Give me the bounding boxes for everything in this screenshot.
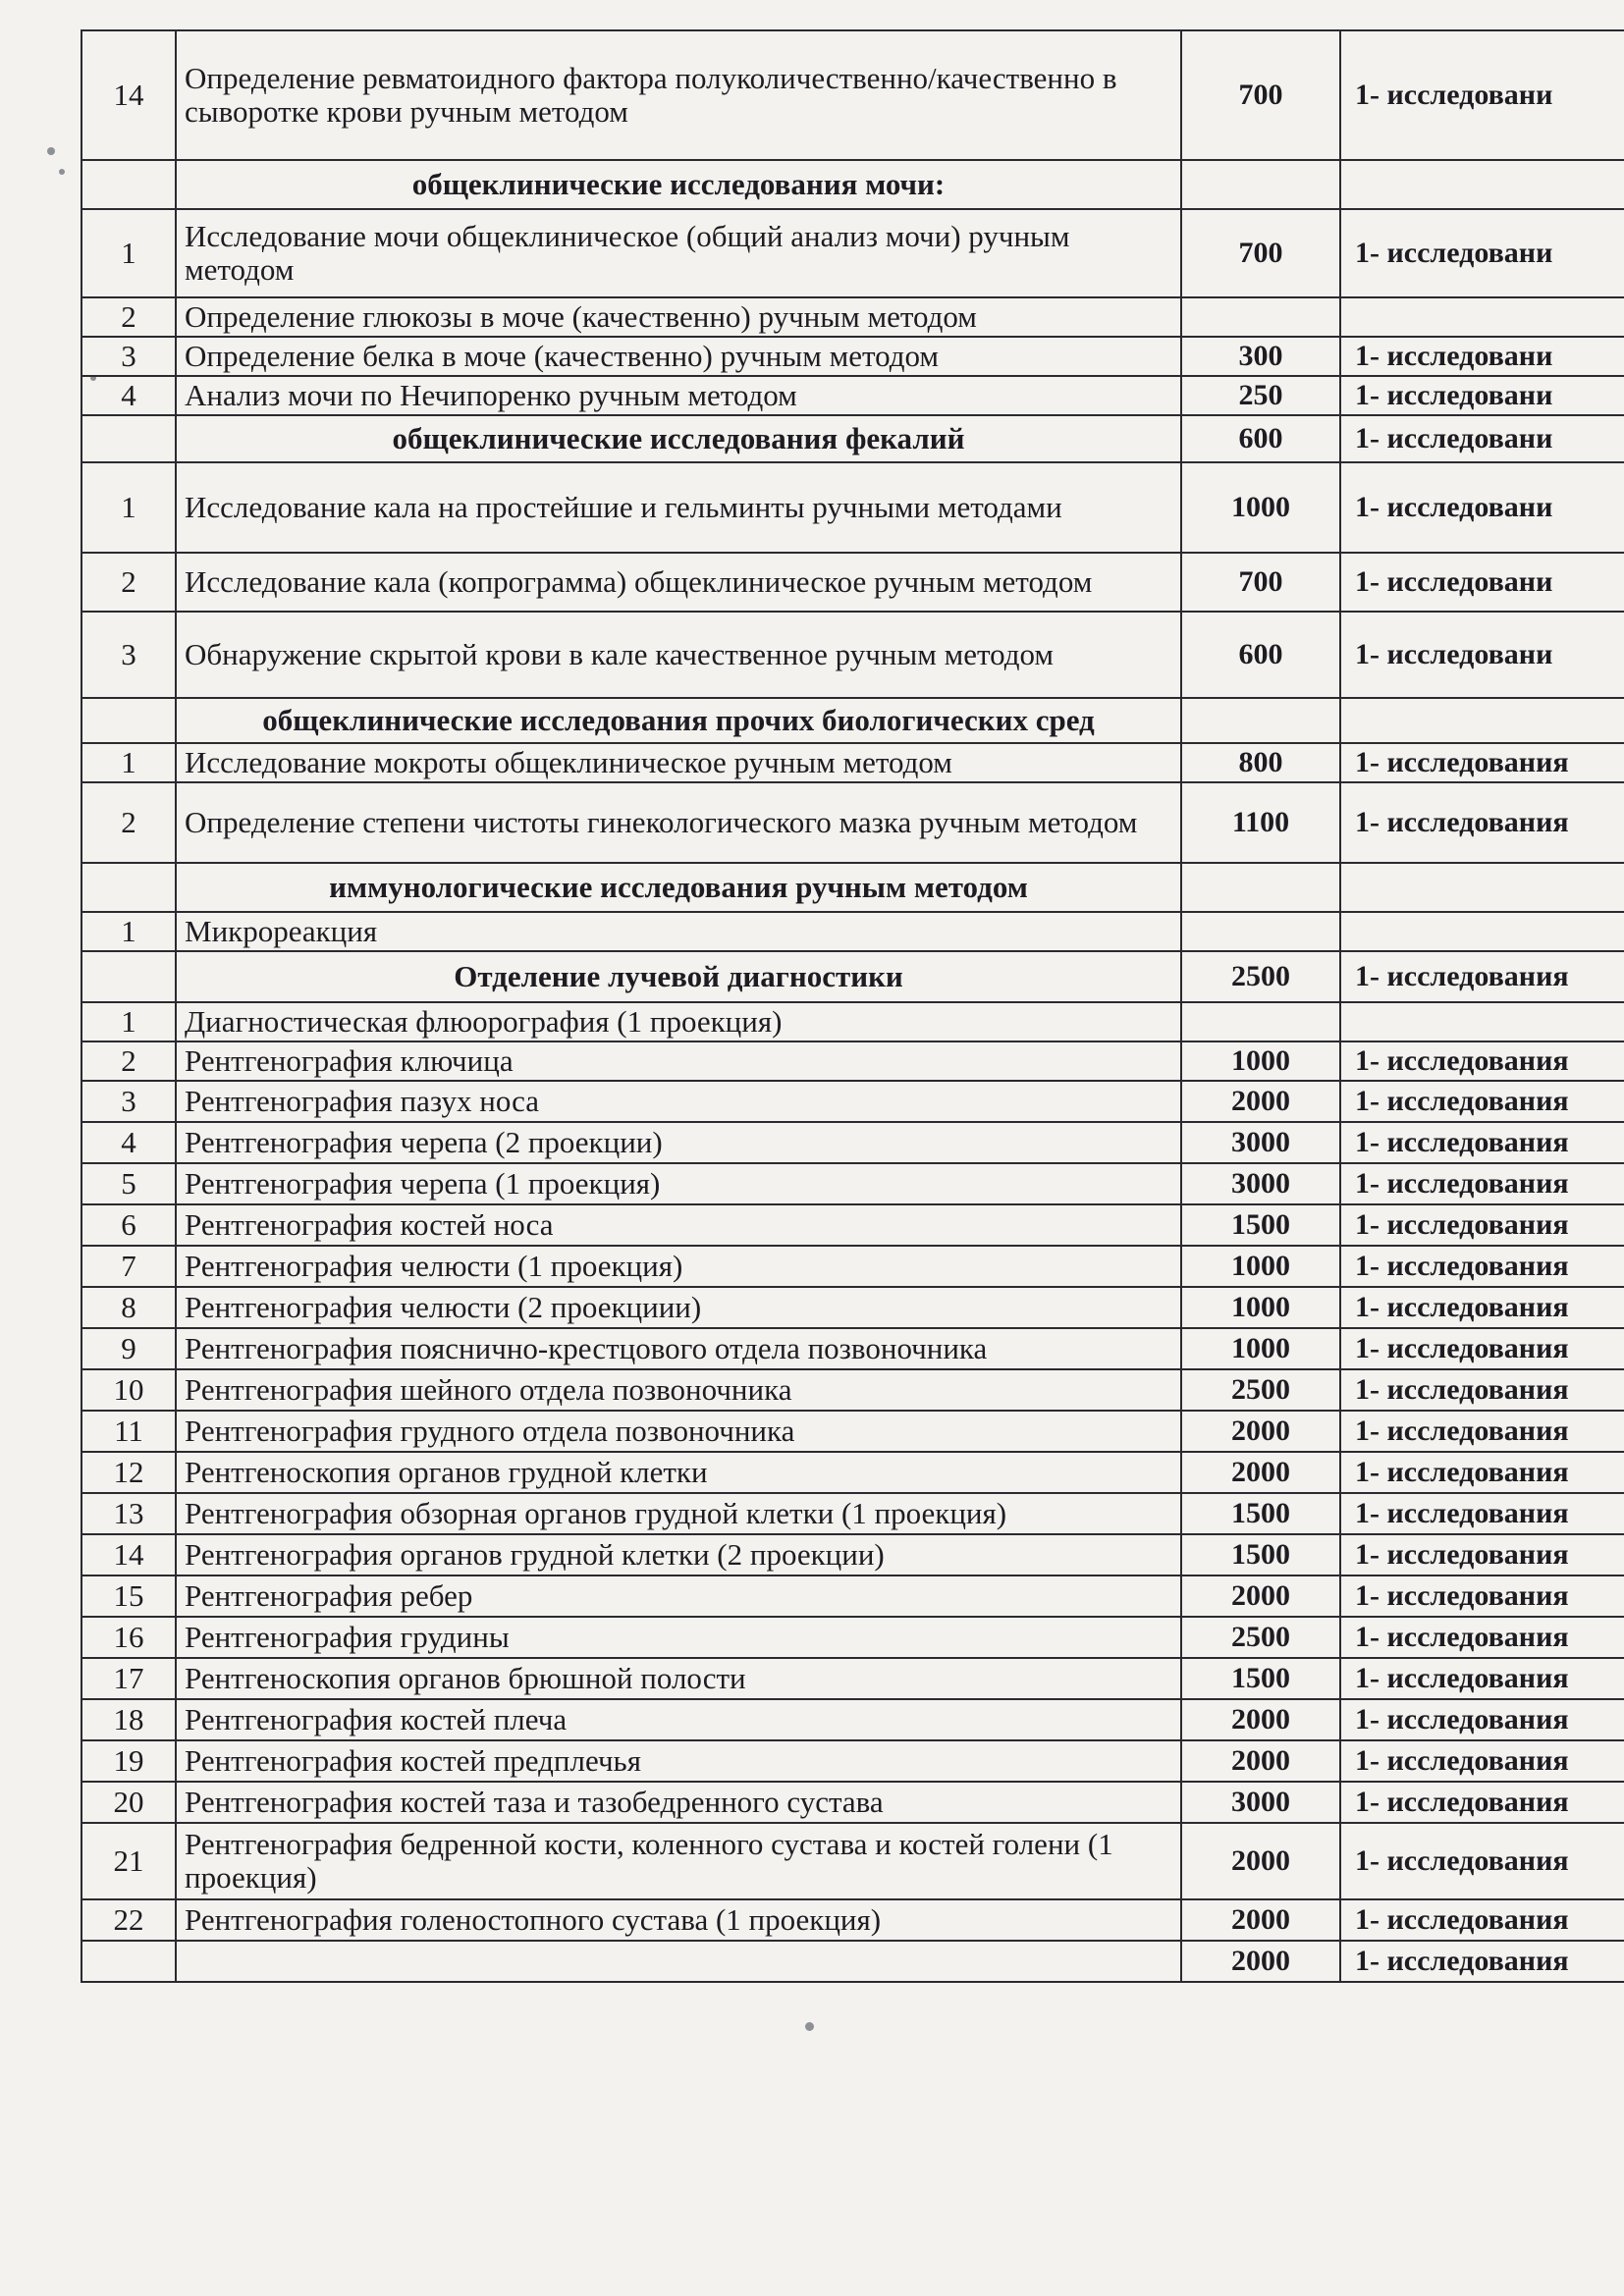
scan-speck — [59, 169, 65, 175]
row-number-cell: 2 — [81, 782, 176, 863]
table-row — [81, 1941, 1624, 1982]
service-name-cell — [176, 1941, 1181, 1982]
price-cell: 2000 — [1181, 1575, 1340, 1617]
price-cell: 2500 — [1181, 1617, 1340, 1658]
row-number-cell: 4 — [81, 1122, 176, 1163]
service-name-cell: Рентгенография обзорная органов грудной клетки (1 проекция) — [176, 1493, 1181, 1534]
service-name-cell: Рентгенография грудного отдела позвоночника — [176, 1411, 1181, 1452]
unit-cell: 1- исследования — [1340, 1081, 1624, 1122]
price-cell: 600 — [1181, 612, 1340, 698]
price-cell: 2000 — [1181, 1081, 1340, 1122]
row-number-cell: 5 — [81, 1163, 176, 1204]
price-cell: 700 — [1181, 553, 1340, 612]
row-number-cell: 15 — [81, 1575, 176, 1617]
price-cell: 2000 — [1181, 1452, 1340, 1493]
price-cell: 1100 — [1181, 782, 1340, 863]
unit-cell: 1- исследования — [1340, 1782, 1624, 1823]
unit-cell: 1- исследования — [1340, 1163, 1624, 1204]
row-number-cell — [81, 1941, 176, 1982]
table-row — [81, 1081, 1624, 1122]
section-row — [81, 698, 1624, 743]
unit-cell: 1- исследования — [1340, 1941, 1624, 1982]
table-row — [81, 782, 1624, 863]
service-name-cell: Исследование кала (копрограмма) общеклиническое ручным методом — [176, 553, 1181, 612]
price-cell: 2000 — [1181, 1899, 1340, 1941]
unit-cell: 1- исследования — [1340, 1328, 1624, 1369]
service-name-cell: Рентгеноскопия органов грудной клетки — [176, 1452, 1181, 1493]
table-row — [81, 1534, 1624, 1575]
row-number-cell: 6 — [81, 1204, 176, 1246]
row-number-cell: 16 — [81, 1617, 176, 1658]
service-name-cell: Рентгеноскопия органов брюшной полости — [176, 1658, 1181, 1699]
service-name-cell: Диагностическая флюорография (1 проекция) — [176, 1002, 1181, 1041]
unit-cell: 1- исследовани — [1340, 415, 1624, 462]
service-name-cell: Рентгенография костей предплечья — [176, 1740, 1181, 1782]
service-name-cell: Рентгенография бедренной кости, коленного сустава и костей голени (1 проекция) — [176, 1823, 1181, 1899]
price-cell: 2000 — [1181, 1411, 1340, 1452]
table-row — [81, 462, 1624, 553]
table-row — [81, 612, 1624, 698]
price-cell: 2000 — [1181, 1740, 1340, 1782]
table-row — [81, 376, 1624, 415]
table-row — [81, 1782, 1624, 1823]
service-name-cell: Рентгенография челюсти (1 проекция) — [176, 1246, 1181, 1287]
section-heading: Отделение лучевой диагностики — [176, 951, 1181, 1002]
service-name-cell: Рентгенография костей плеча — [176, 1699, 1181, 1740]
section-row — [81, 160, 1624, 209]
service-name-cell: Рентгенография черепа (1 проекция) — [176, 1163, 1181, 1204]
price-list-sheet — [81, 29, 1624, 1983]
price-cell: 1000 — [1181, 1287, 1340, 1328]
unit-cell: 1- исследования — [1340, 1369, 1624, 1411]
price-cell: 2000 — [1181, 1699, 1340, 1740]
unit-cell: 1- исследования — [1340, 1041, 1624, 1081]
table-row — [81, 1041, 1624, 1081]
service-name-cell: Исследование мочи общеклиническое (общий анализ мочи) ручным методом — [176, 209, 1181, 297]
scan-speck — [805, 2022, 814, 2031]
unit-cell: 1- исследования — [1340, 1699, 1624, 1740]
row-number-cell: 21 — [81, 1823, 176, 1899]
row-number-cell: 1 — [81, 1002, 176, 1041]
unit-cell: 1- исследования — [1340, 1899, 1624, 1941]
unit-cell: 1- исследования — [1340, 1411, 1624, 1452]
price-list-table — [81, 29, 1624, 1983]
table-row — [81, 1899, 1624, 1941]
price-cell: 1500 — [1181, 1658, 1340, 1699]
unit-cell: 1- исследования — [1340, 1246, 1624, 1287]
table-row — [81, 1575, 1624, 1617]
unit-cell — [1340, 863, 1624, 912]
section-row — [81, 863, 1624, 912]
price-cell: 3000 — [1181, 1782, 1340, 1823]
price-cell — [1181, 863, 1340, 912]
scan-speck — [47, 147, 55, 155]
unit-cell: 1- исследования — [1340, 743, 1624, 782]
row-number-cell: 19 — [81, 1740, 176, 1782]
unit-cell: 1- исследования — [1340, 1823, 1624, 1899]
price-cell: 700 — [1181, 30, 1340, 160]
service-name-cell: Рентгенография костей таза и тазобедренного сустава — [176, 1782, 1181, 1823]
price-cell: 2500 — [1181, 1369, 1340, 1411]
table-row — [81, 1369, 1624, 1411]
unit-cell: 1- исследовани — [1340, 337, 1624, 376]
row-number-cell: 3 — [81, 337, 176, 376]
unit-cell: 1- исследовани — [1340, 209, 1624, 297]
unit-cell — [1340, 912, 1624, 951]
unit-cell: 1- исследования — [1340, 1287, 1624, 1328]
unit-cell: 1- исследовани — [1340, 612, 1624, 698]
row-number-cell: 2 — [81, 1041, 176, 1081]
service-name-cell: Рентгенография костей носа — [176, 1204, 1181, 1246]
row-number-cell: 1 — [81, 743, 176, 782]
price-cell — [1181, 160, 1340, 209]
table-row — [81, 1411, 1624, 1452]
table-row — [81, 1328, 1624, 1369]
service-name-cell: Определение глюкозы в моче (качественно) ручным методом — [176, 297, 1181, 337]
table-row — [81, 1452, 1624, 1493]
row-number-cell: 20 — [81, 1782, 176, 1823]
row-number-cell: 2 — [81, 553, 176, 612]
price-cell: 1500 — [1181, 1534, 1340, 1575]
price-cell — [1181, 912, 1340, 951]
row-number-cell: 9 — [81, 1328, 176, 1369]
price-cell — [1181, 698, 1340, 743]
price-cell: 3000 — [1181, 1122, 1340, 1163]
row-number-cell: 1 — [81, 462, 176, 553]
section-row — [81, 415, 1624, 462]
service-name-cell: Определение степени чистоты гинекологического мазка ручным методом — [176, 782, 1181, 863]
table-row — [81, 1658, 1624, 1699]
section-heading: иммунологические исследования ручным методом — [176, 863, 1181, 912]
row-number-cell: 14 — [81, 1534, 176, 1575]
row-number-cell: 11 — [81, 1411, 176, 1452]
table-row — [81, 1287, 1624, 1328]
row-number-cell: 13 — [81, 1493, 176, 1534]
unit-cell: 1- исследовани — [1340, 462, 1624, 553]
service-name-cell: Рентгенография шейного отдела позвоночника — [176, 1369, 1181, 1411]
section-heading: общеклинические исследования фекалий — [176, 415, 1181, 462]
row-number-cell — [81, 415, 176, 462]
unit-cell: 1- исследовани — [1340, 30, 1624, 160]
table-row — [81, 1002, 1624, 1041]
table-row — [81, 337, 1624, 376]
section-heading: общеклинические исследования прочих биологических сред — [176, 698, 1181, 743]
service-name-cell: Микрореакция — [176, 912, 1181, 951]
price-cell: 1000 — [1181, 1246, 1340, 1287]
table-row — [81, 553, 1624, 612]
section-heading: общеклинические исследования мочи: — [176, 160, 1181, 209]
unit-cell: 1- исследования — [1340, 1658, 1624, 1699]
unit-cell — [1340, 1002, 1624, 1041]
service-name-cell: Рентгенография органов грудной клетки (2 проекции) — [176, 1534, 1181, 1575]
service-name-cell: Рентгенография пояснично-крестцового отдела позвоночника — [176, 1328, 1181, 1369]
unit-cell: 1- исследования — [1340, 1452, 1624, 1493]
service-name-cell: Рентгенография черепа (2 проекции) — [176, 1122, 1181, 1163]
price-cell: 1000 — [1181, 1328, 1340, 1369]
row-number-cell: 14 — [81, 30, 176, 160]
service-name-cell: Рентгенография ключица — [176, 1041, 1181, 1081]
table-row — [81, 297, 1624, 337]
unit-cell: 1- исследования — [1340, 1493, 1624, 1534]
service-name-cell: Рентгенография ребер — [176, 1575, 1181, 1617]
table-row — [81, 743, 1624, 782]
unit-cell: 1- исследовани — [1340, 553, 1624, 612]
price-cell — [1181, 297, 1340, 337]
unit-cell: 1- исследования — [1340, 1122, 1624, 1163]
table-row — [81, 1204, 1624, 1246]
price-cell: 3000 — [1181, 1163, 1340, 1204]
price-cell: 250 — [1181, 376, 1340, 415]
table-row — [81, 1163, 1624, 1204]
price-cell: 2500 — [1181, 951, 1340, 1002]
service-name-cell: Рентгенография пазух носа — [176, 1081, 1181, 1122]
row-number-cell: 8 — [81, 1287, 176, 1328]
unit-cell: 1- исследования — [1340, 782, 1624, 863]
table-row — [81, 912, 1624, 951]
price-cell: 700 — [1181, 209, 1340, 297]
unit-cell: 1- исследования — [1340, 1617, 1624, 1658]
unit-cell: 1- исследования — [1340, 1534, 1624, 1575]
unit-cell: 1- исследования — [1340, 951, 1624, 1002]
section-row — [81, 951, 1624, 1002]
price-cell: 2000 — [1181, 1941, 1340, 1982]
service-name-cell: Исследование кала на простейшие и гельминты ручными методами — [176, 462, 1181, 553]
row-number-cell: 1 — [81, 912, 176, 951]
row-number-cell: 2 — [81, 297, 176, 337]
row-number-cell: 10 — [81, 1369, 176, 1411]
service-name-cell: Исследование мокроты общеклиническое ручным методом — [176, 743, 1181, 782]
row-number-cell: 3 — [81, 1081, 176, 1122]
unit-cell: 1- исследования — [1340, 1740, 1624, 1782]
row-number-cell — [81, 951, 176, 1002]
table-row — [81, 1740, 1624, 1782]
price-cell: 1000 — [1181, 462, 1340, 553]
row-number-cell — [81, 160, 176, 209]
service-name-cell: Обнаружение скрытой крови в кале качественное ручным методом — [176, 612, 1181, 698]
price-cell: 1500 — [1181, 1204, 1340, 1246]
service-name-cell: Определение белка в моче (качественно) ручным методом — [176, 337, 1181, 376]
unit-cell — [1340, 160, 1624, 209]
price-cell: 2000 — [1181, 1823, 1340, 1899]
table-row — [81, 1493, 1624, 1534]
table-row — [81, 1823, 1624, 1899]
row-number-cell: 3 — [81, 612, 176, 698]
unit-cell — [1340, 297, 1624, 337]
unit-cell: 1- исследования — [1340, 1204, 1624, 1246]
table-row — [81, 209, 1624, 297]
row-number-cell: 18 — [81, 1699, 176, 1740]
row-number-cell: 4 — [81, 376, 176, 415]
price-cell: 1000 — [1181, 1041, 1340, 1081]
service-name-cell: Рентгенография голеностопного сустава (1 проекция) — [176, 1899, 1181, 1941]
table-row — [81, 30, 1624, 160]
service-name-cell: Анализ мочи по Нечипоренко ручным методом — [176, 376, 1181, 415]
table-row — [81, 1246, 1624, 1287]
service-name-cell: Рентгенография челюсти (2 проекциии) — [176, 1287, 1181, 1328]
unit-cell: 1- исследовани — [1340, 376, 1624, 415]
price-cell: 800 — [1181, 743, 1340, 782]
table-row — [81, 1122, 1624, 1163]
row-number-cell: 22 — [81, 1899, 176, 1941]
unit-cell: 1- исследования — [1340, 1575, 1624, 1617]
price-list-body — [81, 30, 1624, 1982]
price-cell: 300 — [1181, 337, 1340, 376]
table-row — [81, 1699, 1624, 1740]
row-number-cell: 7 — [81, 1246, 176, 1287]
row-number-cell — [81, 698, 176, 743]
price-cell — [1181, 1002, 1340, 1041]
price-cell: 600 — [1181, 415, 1340, 462]
row-number-cell: 17 — [81, 1658, 176, 1699]
price-cell: 1500 — [1181, 1493, 1340, 1534]
service-name-cell: Рентгенография грудины — [176, 1617, 1181, 1658]
row-number-cell: 12 — [81, 1452, 176, 1493]
service-name-cell: Определение ревматоидного фактора полуколичественно/качественно в сыворотке крови ручным методом — [176, 30, 1181, 160]
unit-cell — [1340, 698, 1624, 743]
row-number-cell — [81, 863, 176, 912]
table-row — [81, 1617, 1624, 1658]
row-number-cell: 1 — [81, 209, 176, 297]
